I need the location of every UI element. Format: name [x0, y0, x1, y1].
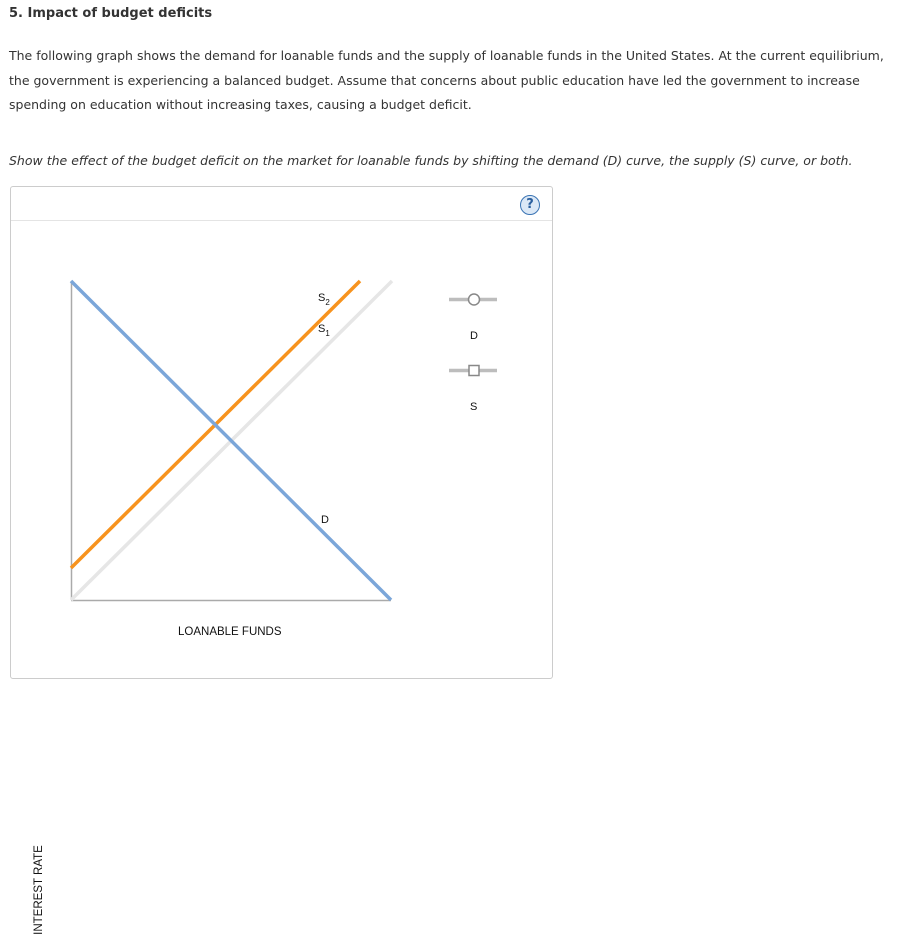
s-curve-tool[interactable]: [449, 366, 497, 376]
question-heading: 5. Impact of budget deficits: [9, 6, 213, 21]
s-tool-label: S: [470, 401, 478, 413]
s-tool-square-icon[interactable]: [469, 366, 479, 376]
question-paragraph: The following graph shows the demand for loanable funds and the supply of loanable funds in the United States. At the current equilibrium, the government is experiencing a balanced budget. Assume that concerns about public education have led the government to increase spending on education without increasing taxes, causing a budget deficit.: [9, 48, 884, 112]
s1-label: $S_1$: [318, 323, 330, 338]
d-label: D: [321, 514, 329, 526]
d-tool-label: D: [470, 330, 478, 342]
y-axis-title: INTEREST RATE: [33, 845, 45, 935]
x-axis-title: LOANABLE FUNDS: [178, 626, 282, 638]
question-instruction: Show the effect of the budget deficit on the market for loanable funds by shifting the demand (D) curve, the supply (S) curve, or both.: [9, 153, 853, 168]
s2-label: $S_2$: [318, 292, 330, 307]
help-icon[interactable]: ?: [520, 195, 540, 215]
d-tool-circle-icon[interactable]: [469, 294, 480, 305]
d-curve-tool[interactable]: [449, 294, 497, 305]
